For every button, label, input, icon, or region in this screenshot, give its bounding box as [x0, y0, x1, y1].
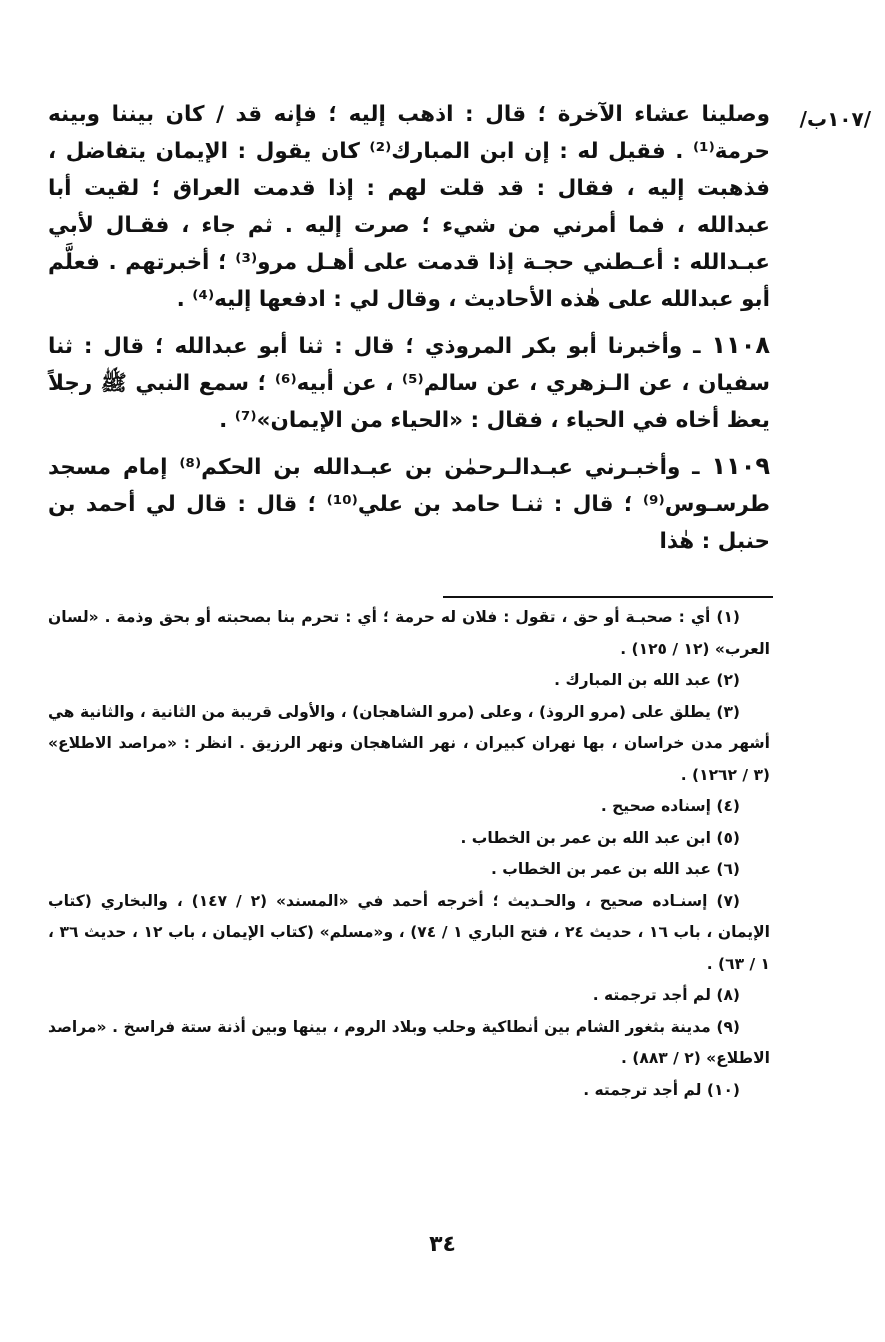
footnote-8: (٨) لم أجد ترجمته . [592, 986, 740, 1004]
manuscript-folio-marker: /١٠٧ب/ [799, 107, 871, 131]
footnote-6: (٦) عبد الله بن عمر بن الخطاب . [491, 860, 740, 878]
paragraph-1 [48, 96, 770, 318]
footnote-10: (١٠) لم أجد ترجمته . [583, 1080, 740, 1099]
footnotes [48, 602, 770, 1106]
main-text [48, 96, 770, 560]
hadith-number: ١١٠٨ [711, 331, 770, 359]
text-line: عن الـزهري ، عن سالم⁽⁵⁾ ، عن أبيه⁽⁶⁾ ؛ سمع النبي ﷺ رجلاً يعظ أخاه في [48, 371, 770, 433]
text-line: ثم جاء ، فقـال لأبي عبـدالله : أعـطني حجـة إذا قدمت على أهـل مرو⁽³⁾ ؛ [48, 213, 770, 275]
footnote-9: (٩) مدينة بثغور الشام بين أنطاكية وحلب وبلاد الروم ، بينها وبين أذنة ستة فراسخ . «مراصد الاطلاع» (٢ / ٨٨٣) . [48, 1017, 770, 1067]
footnote-separator [443, 596, 773, 598]
page-number: ٣٤ [429, 1232, 456, 1257]
text-line: ـ وأخبـرني عبـدالـرحمٰن بن عبـدالله بن الحكم⁽⁸⁾ إمام مسجد [48, 455, 700, 480]
footnote-2: (٢) عبد الله بن المبارك . [554, 671, 740, 689]
text-line: طرسـوس⁽⁹⁾ ؛ قال : ثنـا حامد بن علي⁽¹⁰⁾ ؛ قال : قال لي أحمد بن حنبل : هٰذا [48, 492, 770, 554]
text-line: الحياء ، فقال : «الحياء من الإيمان»⁽⁷⁾ . [219, 408, 625, 433]
hadith-number: ١١٠٩ [711, 452, 770, 480]
paragraph-hadith-1109 [48, 448, 770, 560]
text-line: له : إن ابن المبارك⁽²⁾ كان يقول : الإيمان يتفاضل ، فذهبت إليه ، فقال : قد قلت [48, 139, 770, 201]
footnote-1: (١) أي : صحبـة أو حق ، تقول : فلان له حرمة ؛ أي : تحرم بنا بصحبته أو بحق وذمة . «لسان العرب» (١٢ / ١٢٥) . [48, 608, 770, 658]
text-line: ـ وأخبرنا أبو بكر المروذي ؛ قال : ثنا أبو عبدالله ؛ قال : ثنا سفيان ، [48, 334, 770, 396]
text-line: لهم : إذا قدمت العراق ؛ لقيت أبا عبدالله ، فما أمرني من شيء ؛ صرت إليه . [48, 176, 770, 238]
text-line: أخبرتهم . فعلَّم أبو عبدالله على هٰذه الأحاديث ، وقال لي : ادفعها إليه⁽⁴⁾ . [48, 250, 770, 312]
footnote-4: (٤) إسناده صحيح . [600, 797, 740, 815]
footnote-5: (٥) ابن عبد الله بن عمر بن الخطاب . [460, 828, 740, 847]
footnote-7: (٧) إسنـاده صحيح ، والحـديث ؛ أخرجه أحمد في «المسند» (٢ / ١٤٧) ، والبخاري (كتاب الإيمان ، باب ١٦ ، حديث ٢٤ ، فتح الباري ١ / ٧٤) ، و«مسلم» (كتاب الإيمان ، باب ١٢ ، حديث ٣٦ ، ١ / ٦٣) . [48, 891, 770, 973]
paragraph-hadith-1108 [48, 327, 770, 439]
footnote-3: (٣) يطلق على (مرو الروذ) ، وعلى (مرو الشاهجان) ، والأولى قريبة من الثانية ، والثانية هي أشهر مدن خراسان ، بها نهران كبيران ، نهر الشاهجان ونهر الرزيق . انظر : «مراصد الاطلاع» (٣ / ١٢٦٢) . [48, 702, 770, 784]
text-line: وصلينا عشاء الآخرة ؛ قال : اذهب إليه ؛ فإنه قد / كان بيننا وبينه حرمة⁽¹⁾ . فقيل [48, 102, 770, 164]
